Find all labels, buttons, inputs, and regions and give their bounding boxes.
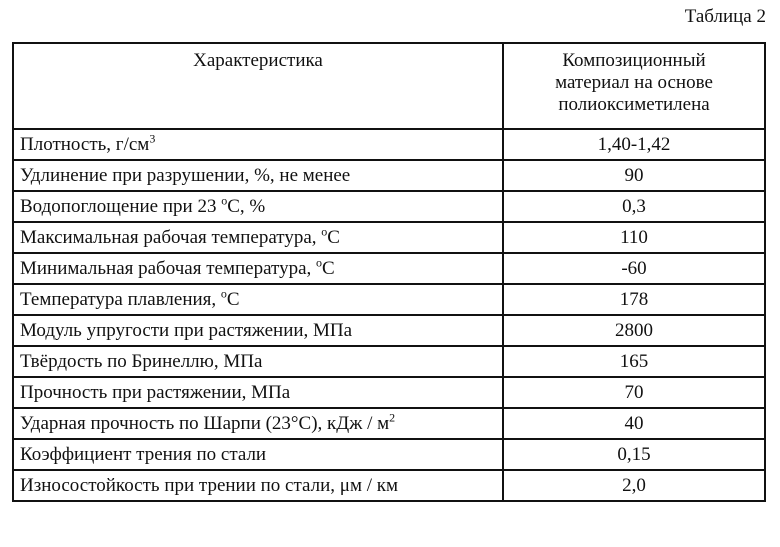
row-characteristic-superscript: o <box>221 193 228 208</box>
row-characteristic <box>13 408 503 439</box>
column-header-material-line: Композиционный <box>562 50 706 71</box>
table-row <box>13 253 765 284</box>
row-characteristic-text: Плотность, г/см <box>20 133 150 155</box>
table-row <box>13 408 765 439</box>
row-characteristic <box>13 222 503 253</box>
row-value: 2,0 <box>503 470 765 501</box>
row-characteristic <box>13 160 503 191</box>
row-characteristic <box>13 284 503 315</box>
row-value: 90 <box>503 160 765 191</box>
row-value: 1,40-1,42 <box>503 129 765 160</box>
row-characteristic-text: Удлинение при разрушении, %, не менее <box>20 164 351 186</box>
row-characteristic-text: Прочность при растяжении, МПа <box>20 381 291 403</box>
row-characteristic <box>13 346 503 377</box>
column-header-characteristic: Характеристика <box>13 43 503 129</box>
properties-table <box>12 42 766 502</box>
row-characteristic-superscript: o <box>321 224 328 239</box>
row-value: 0,3 <box>503 191 765 222</box>
table-row <box>13 284 765 315</box>
row-value: 2800 <box>503 315 765 346</box>
row-characteristic-unit: С, % <box>227 195 266 217</box>
row-characteristic-text: Твёрдость по Бринеллю, МПа <box>20 350 263 372</box>
row-value: 178 <box>503 284 765 315</box>
row-characteristic-superscript: 2 <box>389 410 396 425</box>
table-row <box>13 377 765 408</box>
row-characteristic-superscript: 3 <box>149 131 156 146</box>
row-characteristic-text: Коэффициент трения по стали <box>20 443 267 465</box>
row-value: 165 <box>503 346 765 377</box>
table-row <box>13 470 765 501</box>
column-header-material-line: полиоксиметилена <box>558 94 710 115</box>
row-value: -60 <box>503 253 765 284</box>
table-row <box>13 315 765 346</box>
row-characteristic-text: Минимальная рабочая температура, <box>20 257 317 279</box>
row-characteristic-text: Модуль упругости при растяжении, МПа <box>20 319 353 341</box>
row-characteristic <box>13 470 503 501</box>
table-row <box>13 191 765 222</box>
row-characteristic-superscript: o <box>220 286 227 301</box>
row-value: 70 <box>503 377 765 408</box>
row-characteristic-text: Температура плавления, <box>20 288 221 310</box>
row-characteristic <box>13 377 503 408</box>
row-characteristic-text: Водопоглощение при 23 <box>20 195 222 217</box>
table-body <box>13 129 765 501</box>
row-value: 110 <box>503 222 765 253</box>
row-characteristic <box>13 129 503 160</box>
row-characteristic-text: Максимальная рабочая температура, <box>20 226 322 248</box>
column-header-material <box>503 43 765 129</box>
row-characteristic <box>13 315 503 346</box>
column-header-material-line: материал на основе <box>555 72 713 93</box>
row-value: 40 <box>503 408 765 439</box>
table-row <box>13 439 765 470</box>
row-characteristic <box>13 439 503 470</box>
row-characteristic-text: Износостойкость при трении по стали, μм / км <box>20 474 399 496</box>
row-characteristic-superscript: o <box>316 255 323 270</box>
row-characteristic-unit: С <box>322 257 335 279</box>
table-row <box>13 160 765 191</box>
table-row <box>13 222 765 253</box>
row-characteristic <box>13 191 503 222</box>
row-characteristic <box>13 253 503 284</box>
row-characteristic-text: Ударная прочность по Шарпи (23°С), кДж / м <box>20 412 390 434</box>
row-value: 0,15 <box>503 439 765 470</box>
table-row <box>13 346 765 377</box>
row-characteristic-unit: С <box>327 226 340 248</box>
table-header-row <box>13 43 765 129</box>
table-row <box>13 129 765 160</box>
table-caption: Таблица 2 <box>684 6 766 27</box>
row-characteristic-unit: С <box>226 288 240 310</box>
